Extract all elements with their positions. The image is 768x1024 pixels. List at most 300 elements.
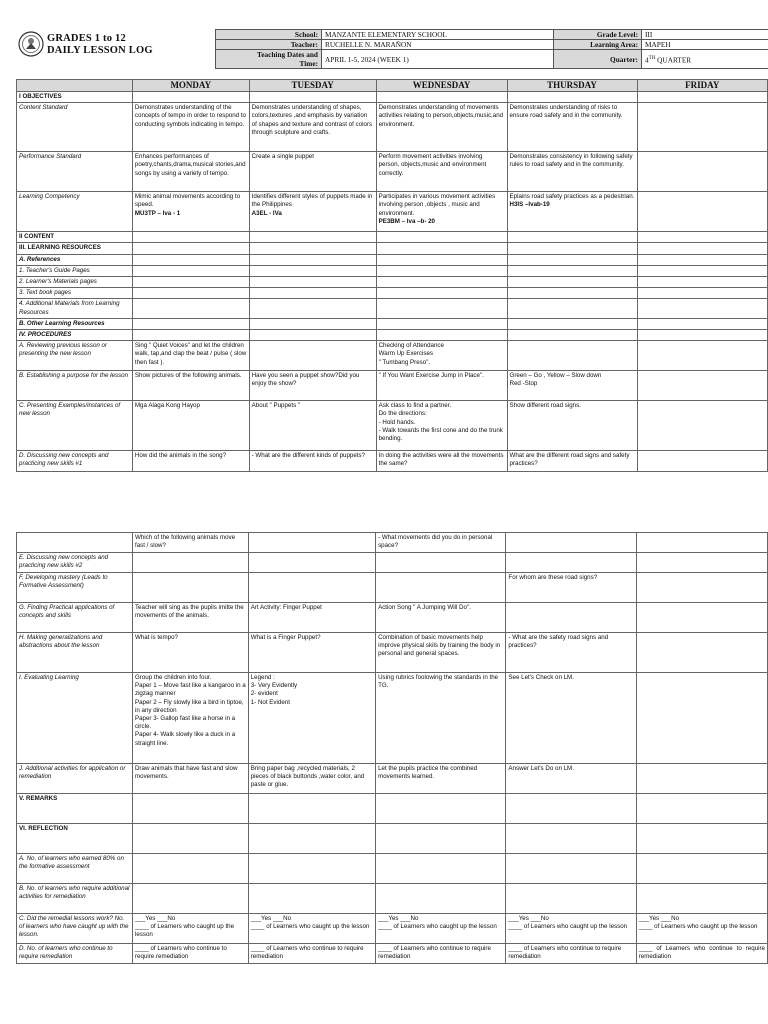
cell-text: Show different road signs.: [509, 402, 581, 410]
grade-level-label: Grade Level:: [554, 30, 642, 40]
cell-text: For whom are these road signs?: [508, 574, 598, 581]
row-label: D. Discussing new concepts and practicing new skills #1: [17, 451, 133, 472]
quarter-value: 4TH QUARTER: [642, 50, 768, 69]
cell-thursday: [506, 944, 636, 964]
cell-monday: [132, 103, 249, 152]
cell-wednesday: [376, 603, 506, 633]
cell-friday: [636, 573, 767, 603]
cell-wednesday: [376, 232, 507, 243]
row-learning-competency: [17, 192, 768, 232]
cell-wednesday: [376, 854, 506, 884]
teaching-dates-label: Teaching Dates and Time:: [216, 50, 322, 69]
school-value: MANZANTE ELEMENTARY SCHOOL: [322, 30, 554, 40]
row-d-discussing-new-concepts-and-practicing: [17, 451, 768, 472]
cell-tuesday: [248, 633, 375, 673]
cell-text: Action Song " A Jumping Will Do".: [378, 604, 471, 611]
cell-text: " Tumbang Preso".: [378, 358, 431, 366]
cell-thursday: [506, 884, 636, 914]
row-2-learner-s-materials-pages: [17, 277, 768, 288]
cell-thursday: [507, 341, 637, 371]
cell-text: Art Activity: Finger Puppet: [250, 604, 322, 611]
cell-tuesday: [249, 103, 376, 152]
cell-friday: [636, 603, 767, 633]
cell-thursday: [507, 288, 637, 299]
cell-text: What is tempo?: [134, 634, 178, 641]
cell-text: Demonstrates understanding of risks to ensure road safety and in the community.: [509, 104, 623, 120]
row-label: VI. REFLECTION: [17, 824, 133, 854]
cell-friday: [637, 152, 767, 192]
row-a-no-of-learners-who-earned-80-on-the-fo: [17, 854, 768, 884]
cell-text: Create a single puppet: [251, 153, 314, 161]
competency-code: H3IS –Ivab-19: [509, 201, 550, 209]
cell-text: Sing " Quiet Voices" and let the children walk, tap,and clap the beat / pulse ( slow then fast ).: [134, 342, 249, 366]
cell-monday: [132, 673, 248, 764]
cell-wednesday: [376, 103, 507, 152]
row-label: V. REMARKS: [17, 794, 133, 824]
cell-text: How did the animals in the song?: [134, 452, 227, 460]
cell-text: Participates in various movement activities involving person ,objects , music and environment.: [378, 193, 497, 217]
row-vi-reflection: [17, 824, 768, 854]
cell-friday: [637, 92, 767, 103]
cell-wednesday: [376, 553, 506, 573]
cell-wednesday: [376, 401, 507, 451]
cell-monday: [132, 573, 248, 603]
cell-text: Checking of Attendance: [378, 342, 444, 350]
cell-thursday: [507, 277, 637, 288]
row-label: II CONTENT: [17, 232, 133, 243]
row-label: D. No. of learners who continue to require remediation: [17, 944, 133, 964]
cell-monday: [132, 854, 248, 884]
cell-text: What is a Finger Puppet?: [250, 634, 321, 641]
cell-thursday: [506, 673, 636, 764]
cell-monday: [132, 533, 248, 553]
cell-text: Group the children into four.: [134, 674, 212, 681]
cell-monday: [132, 633, 248, 673]
cell-wednesday: [376, 533, 506, 553]
cell-tuesday: [249, 243, 376, 254]
day-header-friday: FRIDAY: [637, 80, 767, 92]
cell-text: 3- Very Evidently: [250, 682, 298, 690]
cell-thursday: [506, 794, 636, 824]
cell-tuesday: [249, 451, 376, 472]
cell-text: See Let's Check on LM.: [508, 674, 574, 681]
row-f-developing-mastery-leads-to-formative-: [17, 573, 768, 603]
cell-text: Let the pupils practice the combined movements learned.: [378, 765, 479, 781]
cell-text: Answer Let's Do on LM.: [508, 765, 574, 772]
cell-tuesday: [249, 265, 376, 276]
cell-friday: [637, 401, 767, 451]
cell-text: Using rubrics foolowing the standards in the TG.: [378, 674, 500, 690]
cell-text: Have you seen a puppet show?Did you enjoy the show?: [251, 372, 362, 388]
cell-text: Demonstrates understanding of shapes, colors,textures ,and emphasis by variation of shapes and texture and contrast of colors through sculpture and crafts.: [251, 104, 374, 136]
cell-text: ___Yes ___No: [134, 915, 176, 922]
cell-thursday: [506, 854, 636, 884]
cell-text: ____ of Learners who caught up the lesson: [378, 923, 497, 931]
cell-thursday: [506, 553, 636, 573]
cell-tuesday: [249, 330, 376, 341]
grade-level-value: III: [642, 30, 768, 40]
row-c-presenting-examples-instances-of-new-l: [17, 401, 768, 451]
cell-text: ____ of Learners who caught up the lesson: [134, 923, 236, 939]
cell-thursday: [507, 243, 637, 254]
cell-monday: [132, 92, 249, 103]
cell-friday: [637, 254, 767, 265]
cell-text: Paper 3- Gallop fast like a horse in a circle.: [134, 715, 237, 731]
competency-code: PE3BM – Iva –b- 20: [378, 217, 435, 225]
cell-monday: [132, 254, 249, 265]
cell-friday: [637, 318, 767, 329]
row-1-teacher-s-guide-pages: [17, 265, 768, 276]
cell-tuesday: [249, 318, 376, 329]
cell-text: Perform movement activities involving person, objects,music and environment correctly.: [378, 153, 488, 177]
row-c-did-the-remedial-lessons-work-no-of-le: [17, 914, 768, 944]
cell-wednesday: [376, 288, 507, 299]
cell-thursday: [507, 92, 637, 103]
row-label: B. Other Learning Resources: [17, 318, 133, 329]
cell-thursday: [507, 192, 637, 232]
row-a-references: [17, 254, 768, 265]
cell-monday: [132, 243, 249, 254]
cell-thursday: [507, 152, 637, 192]
cell-wednesday: [376, 330, 507, 341]
day-header-tuesday: TUESDAY: [249, 80, 376, 92]
row-content-standard: [17, 103, 768, 152]
cell-wednesday: [376, 192, 507, 232]
cell-text: - Hold hands.: [378, 418, 416, 426]
cell-friday: [637, 265, 767, 276]
cell-thursday: [507, 265, 637, 276]
cell-tuesday: [248, 824, 375, 854]
cell-text: - Walk towards the first cone and do the trunk bending.: [378, 426, 505, 443]
cell-wednesday: [376, 318, 507, 329]
corner-cell: [17, 80, 133, 92]
cell-tuesday: [248, 553, 375, 573]
cell-tuesday: [248, 603, 375, 633]
cell-wednesday: [376, 371, 507, 401]
cell-wednesday: [376, 254, 507, 265]
cell-wednesday: [376, 277, 507, 288]
row-label: Learning Competency: [17, 192, 133, 232]
cell-friday: [637, 277, 767, 288]
cell-tuesday: [249, 152, 376, 192]
cell-text: What are the different road signs and safety practices?: [509, 452, 632, 468]
cell-friday: [637, 371, 767, 401]
cell-text: Paper 1 – Move fast like a kangaroo in a zigzag manner: [134, 682, 248, 698]
cell-text: 1- Not Evident: [250, 698, 290, 706]
cell-text: 2- evident: [250, 690, 278, 698]
cell-friday: [636, 673, 767, 764]
lesson-info-table: [215, 29, 768, 69]
row-b-other-learning-resources: [17, 318, 768, 329]
row-h-making-generalizations-and-abstraction: [17, 633, 768, 673]
cell-wednesday: [376, 573, 506, 603]
cell-text: Paper 4- Walk slowly like a duck in a straight line.: [134, 731, 237, 747]
cell-tuesday: [249, 277, 376, 288]
cell-text: Draw animals that have fast and slow movements.: [134, 765, 240, 781]
cell-text: ____ of Learners who continue to require remediation: [134, 945, 229, 961]
row-label: I OBJECTIVES: [17, 92, 133, 103]
cell-thursday: [507, 103, 637, 152]
row-a-reviewing-previous-lesson-or-presentin: [17, 341, 768, 371]
cell-text: Combination of basic movements help improve physical skils by training the body in personal and general spaces.: [378, 634, 502, 658]
teacher-value: RUCHELLE N. MARAÑON: [322, 40, 554, 50]
cell-text: In doing the activities were all the movements the same?: [378, 452, 506, 468]
row-label: IV. PROCEDURES: [17, 330, 133, 341]
lesson-log-table-page-1: [16, 79, 768, 472]
cell-monday: [132, 884, 248, 914]
row-blank: [17, 533, 768, 553]
row-label: 3. Text book pages: [17, 288, 133, 299]
cell-text: ___Yes ___No: [638, 915, 680, 922]
row-label: A. No. of learners who earned 80% on the formative assessment: [17, 854, 133, 884]
cell-monday: [132, 944, 248, 964]
cell-thursday: [507, 451, 637, 472]
cell-text: ___Yes ___No: [508, 915, 549, 922]
cell-wednesday: [376, 92, 507, 103]
cell-wednesday: [376, 673, 506, 764]
row-label: C. Did the remedial lessons work? No. of learners who have caught up with the lesson.: [17, 914, 133, 944]
cell-monday: [132, 265, 249, 276]
school-label: School:: [216, 30, 322, 40]
cell-thursday: [507, 371, 637, 401]
row-label: A. References: [17, 254, 133, 265]
cell-text: Enhances performances of poetry,chants,drama,musical stories,and songs by using a variety of tempo.: [134, 153, 248, 177]
cell-monday: [132, 824, 248, 854]
cell-thursday: [506, 633, 636, 673]
cell-friday: [636, 553, 767, 573]
cell-monday: [132, 232, 249, 243]
cell-text: Demonstrates understanding of the concepts of tempo in order to respond to conducting symbols indicating in tempo.: [134, 104, 248, 128]
cell-text: ____ of Learners who caught up the lesson: [250, 923, 370, 931]
row-iii-learning-resources: [17, 243, 768, 254]
cell-tuesday: [248, 914, 375, 944]
cell-tuesday: [248, 944, 375, 964]
cell-friday: [637, 243, 767, 254]
cell-text: Do the directions:: [378, 410, 427, 418]
cell-wednesday: [376, 451, 507, 472]
cell-thursday: [506, 573, 636, 603]
cell-friday: [636, 854, 767, 884]
cell-wednesday: [376, 824, 506, 854]
cell-tuesday: [249, 92, 376, 103]
cell-text: Identifies different styles of puppets made in the Philippines: [251, 193, 375, 209]
cell-tuesday: [248, 533, 375, 553]
row-label: 4. Additional Materials from Learning Resources: [17, 299, 133, 318]
row-b-establishing-a-purpose-for-the-lesson: [17, 371, 768, 401]
cell-wednesday: [376, 299, 507, 318]
row-label: H. Making generalizations and abstractions about the lesson: [17, 633, 133, 673]
cell-thursday: [506, 533, 636, 553]
cell-friday: [636, 914, 767, 944]
cell-friday: [637, 103, 767, 152]
row-v-remarks: [17, 794, 768, 824]
cell-text: Bring paper bag ,recycled materials, 2 pieces of black buttonds ,water color, and paste or glue.: [250, 765, 366, 789]
cell-tuesday: [249, 254, 376, 265]
cell-friday: [636, 764, 767, 794]
row-iv-procedures: [17, 330, 768, 341]
cell-friday: [636, 824, 767, 854]
cell-text: " If You Want Exercise Jump in Place".: [378, 372, 484, 380]
document-title: GRADES 1 to 12 DAILY LESSON LOG: [47, 33, 153, 56]
cell-wednesday: [376, 341, 507, 371]
row-label: F. Developing mastery (Leads to Formative Assessment): [17, 573, 133, 603]
row-label: J. Additional activities for application or remediation: [17, 764, 133, 794]
cell-wednesday: [376, 764, 506, 794]
cell-text: Show pictures of the following animals.: [134, 372, 242, 380]
row-label: Performance Standard: [17, 152, 133, 192]
row-label: B. Establishing a purpose for the lesson: [17, 371, 133, 401]
cell-monday: [132, 603, 248, 633]
quarter-label: Quarter:: [554, 50, 642, 69]
cell-monday: [132, 192, 249, 232]
cell-thursday: [506, 603, 636, 633]
row-e-discussing-new-concepts-and-practicing: [17, 553, 768, 573]
cell-tuesday: [248, 673, 375, 764]
row-4-additional-materials-from-learning-res: [17, 299, 768, 318]
cell-text: Eplains road safety practices as a pedestrian.: [509, 193, 635, 201]
cell-tuesday: [249, 341, 376, 371]
cell-friday: [637, 341, 767, 371]
cell-thursday: [507, 232, 637, 243]
lesson-log-header: [16, 29, 768, 76]
cell-friday: [637, 299, 767, 318]
cell-monday: [132, 451, 249, 472]
day-header-wednesday: WEDNESDAY: [376, 80, 507, 92]
cell-monday: [132, 318, 249, 329]
cell-tuesday: [249, 192, 376, 232]
cell-thursday: [507, 330, 637, 341]
cell-tuesday: [249, 288, 376, 299]
cell-monday: [132, 553, 248, 573]
row-d-no-of-learners-who-continue-to-require: [17, 944, 768, 964]
cell-text: Paper 2 – Fly slowly like a bird in tiptoe, in any direction: [134, 698, 246, 714]
cell-text: ____ of Learners who continue to require remediation: [378, 945, 493, 961]
cell-monday: [132, 371, 249, 401]
cell-text: ____ of Learners who caught up the lesson: [638, 923, 758, 931]
cell-text: Mimic animal movements according to speed.: [134, 193, 242, 209]
cell-text: Red -Stop: [509, 380, 538, 388]
cell-monday: [132, 794, 248, 824]
cell-friday: [637, 451, 767, 472]
cell-text: Green – Go , Yellow – Slow down: [509, 372, 602, 380]
row-label: E. Discussing new concepts and practicing new skills #2: [17, 553, 133, 573]
cell-thursday: [506, 824, 636, 854]
row-j-additional-activities-for-application-: [17, 764, 768, 794]
cell-friday: [637, 192, 767, 232]
day-header-thursday: THURSDAY: [507, 80, 637, 92]
cell-tuesday: [249, 371, 376, 401]
deped-seal-icon: [18, 31, 44, 57]
cell-text: ___Yes ___No: [378, 915, 419, 922]
cell-thursday: [507, 401, 637, 451]
cell-tuesday: [249, 232, 376, 243]
cell-text: Demonstrates understanding of movements activities relating to person,objects,music,and environment.: [378, 104, 505, 128]
cell-thursday: [507, 254, 637, 265]
competency-code: MU3TP – Iva - 1: [134, 209, 181, 217]
cell-tuesday: [249, 401, 376, 451]
cell-friday: [636, 794, 767, 824]
day-header-monday: MONDAY: [132, 80, 249, 92]
competency-code: A3EL - IVa: [251, 209, 282, 217]
cell-text: - What movements did you do in personal space?: [378, 534, 494, 550]
cell-text: - What are the different kinds of puppets?: [251, 452, 366, 460]
cell-tuesday: [248, 573, 375, 603]
cell-thursday: [507, 299, 637, 318]
cell-monday: [132, 288, 249, 299]
cell-monday: [132, 330, 249, 341]
cell-text: Mga Alaga Kong Hayop: [134, 402, 200, 410]
cell-friday: [636, 944, 767, 964]
cell-wednesday: [376, 944, 506, 964]
cell-wednesday: [376, 914, 506, 944]
cell-text: ____ of Learners who continue to require remediation: [638, 945, 767, 961]
cell-wednesday: [376, 243, 507, 254]
cell-wednesday: [376, 794, 506, 824]
row-performance-standard: [17, 152, 768, 192]
cell-text: Teacher will sing as the pupils imitte the movements of the animals.: [134, 604, 246, 620]
row-label: [17, 533, 133, 553]
cell-monday: [132, 341, 249, 371]
learning-area-label: Learning Area:: [554, 40, 642, 50]
cell-tuesday: [248, 854, 375, 884]
cell-wednesday: [376, 152, 507, 192]
learning-area-value: MAPEH: [642, 40, 768, 50]
cell-friday: [637, 330, 767, 341]
cell-text: Legend :: [250, 674, 275, 681]
cell-text: Demonstrates consistency in following safety rules to road safety and in the community.: [509, 153, 635, 169]
cell-text: Warm Up Exercises: [378, 350, 434, 358]
cell-text: ___Yes ___No: [250, 915, 292, 922]
row-label: Content Standard: [17, 103, 133, 152]
teacher-label: Teacher:: [216, 40, 322, 50]
row-b-no-of-learners-who-require-additional-: [17, 884, 768, 914]
cell-thursday: [506, 764, 636, 794]
cell-tuesday: [249, 299, 376, 318]
row-label: 2. Learner's Materials pages: [17, 277, 133, 288]
cell-wednesday: [376, 884, 506, 914]
cell-monday: [132, 277, 249, 288]
row-label: B. No. of learners who require additional activities for remediation: [17, 884, 133, 914]
cell-tuesday: [248, 884, 375, 914]
cell-wednesday: [376, 633, 506, 673]
row-label: G. Finding Practical applications of concepts and skills: [17, 603, 133, 633]
row-g-finding-practical-applications-of-conc: [17, 603, 768, 633]
cell-text: ____ of Learners who caught up the lesson: [508, 923, 628, 931]
row-label: I. Evaluating Learning: [17, 673, 133, 764]
cell-text: - What are the safety road signs and practices?: [508, 634, 610, 650]
cell-wednesday: [376, 265, 507, 276]
row-label: A. Reviewing previous lesson or presenting the new lesson: [17, 341, 133, 371]
day-header-row: [17, 80, 768, 92]
cell-text: ____ of Learners who continue to require remediation: [250, 945, 366, 961]
cell-friday: [636, 533, 767, 553]
lesson-log-table-page-2: [16, 532, 768, 964]
row-i-objectives: [17, 92, 768, 103]
row-label: III. LEARNING RESOURCES: [17, 243, 133, 254]
cell-text: Which of the following animals move fast / slow?: [134, 534, 237, 550]
row-i-evaluating-learning: [17, 673, 768, 764]
cell-thursday: [506, 914, 636, 944]
cell-tuesday: [248, 764, 375, 794]
cell-monday: [132, 299, 249, 318]
cell-thursday: [507, 318, 637, 329]
row-label: 1. Teacher's Guide Pages: [17, 265, 133, 276]
row-ii-content: [17, 232, 768, 243]
row-label: C. Presenting Examples/instances of new lesson: [17, 401, 133, 451]
cell-text: ____ of Learners who continue to require remediation: [508, 945, 623, 961]
row-3-text-book-pages: [17, 288, 768, 299]
teaching-dates-value: APRIL 1-5, 2024 (WEEK 1): [322, 50, 554, 69]
